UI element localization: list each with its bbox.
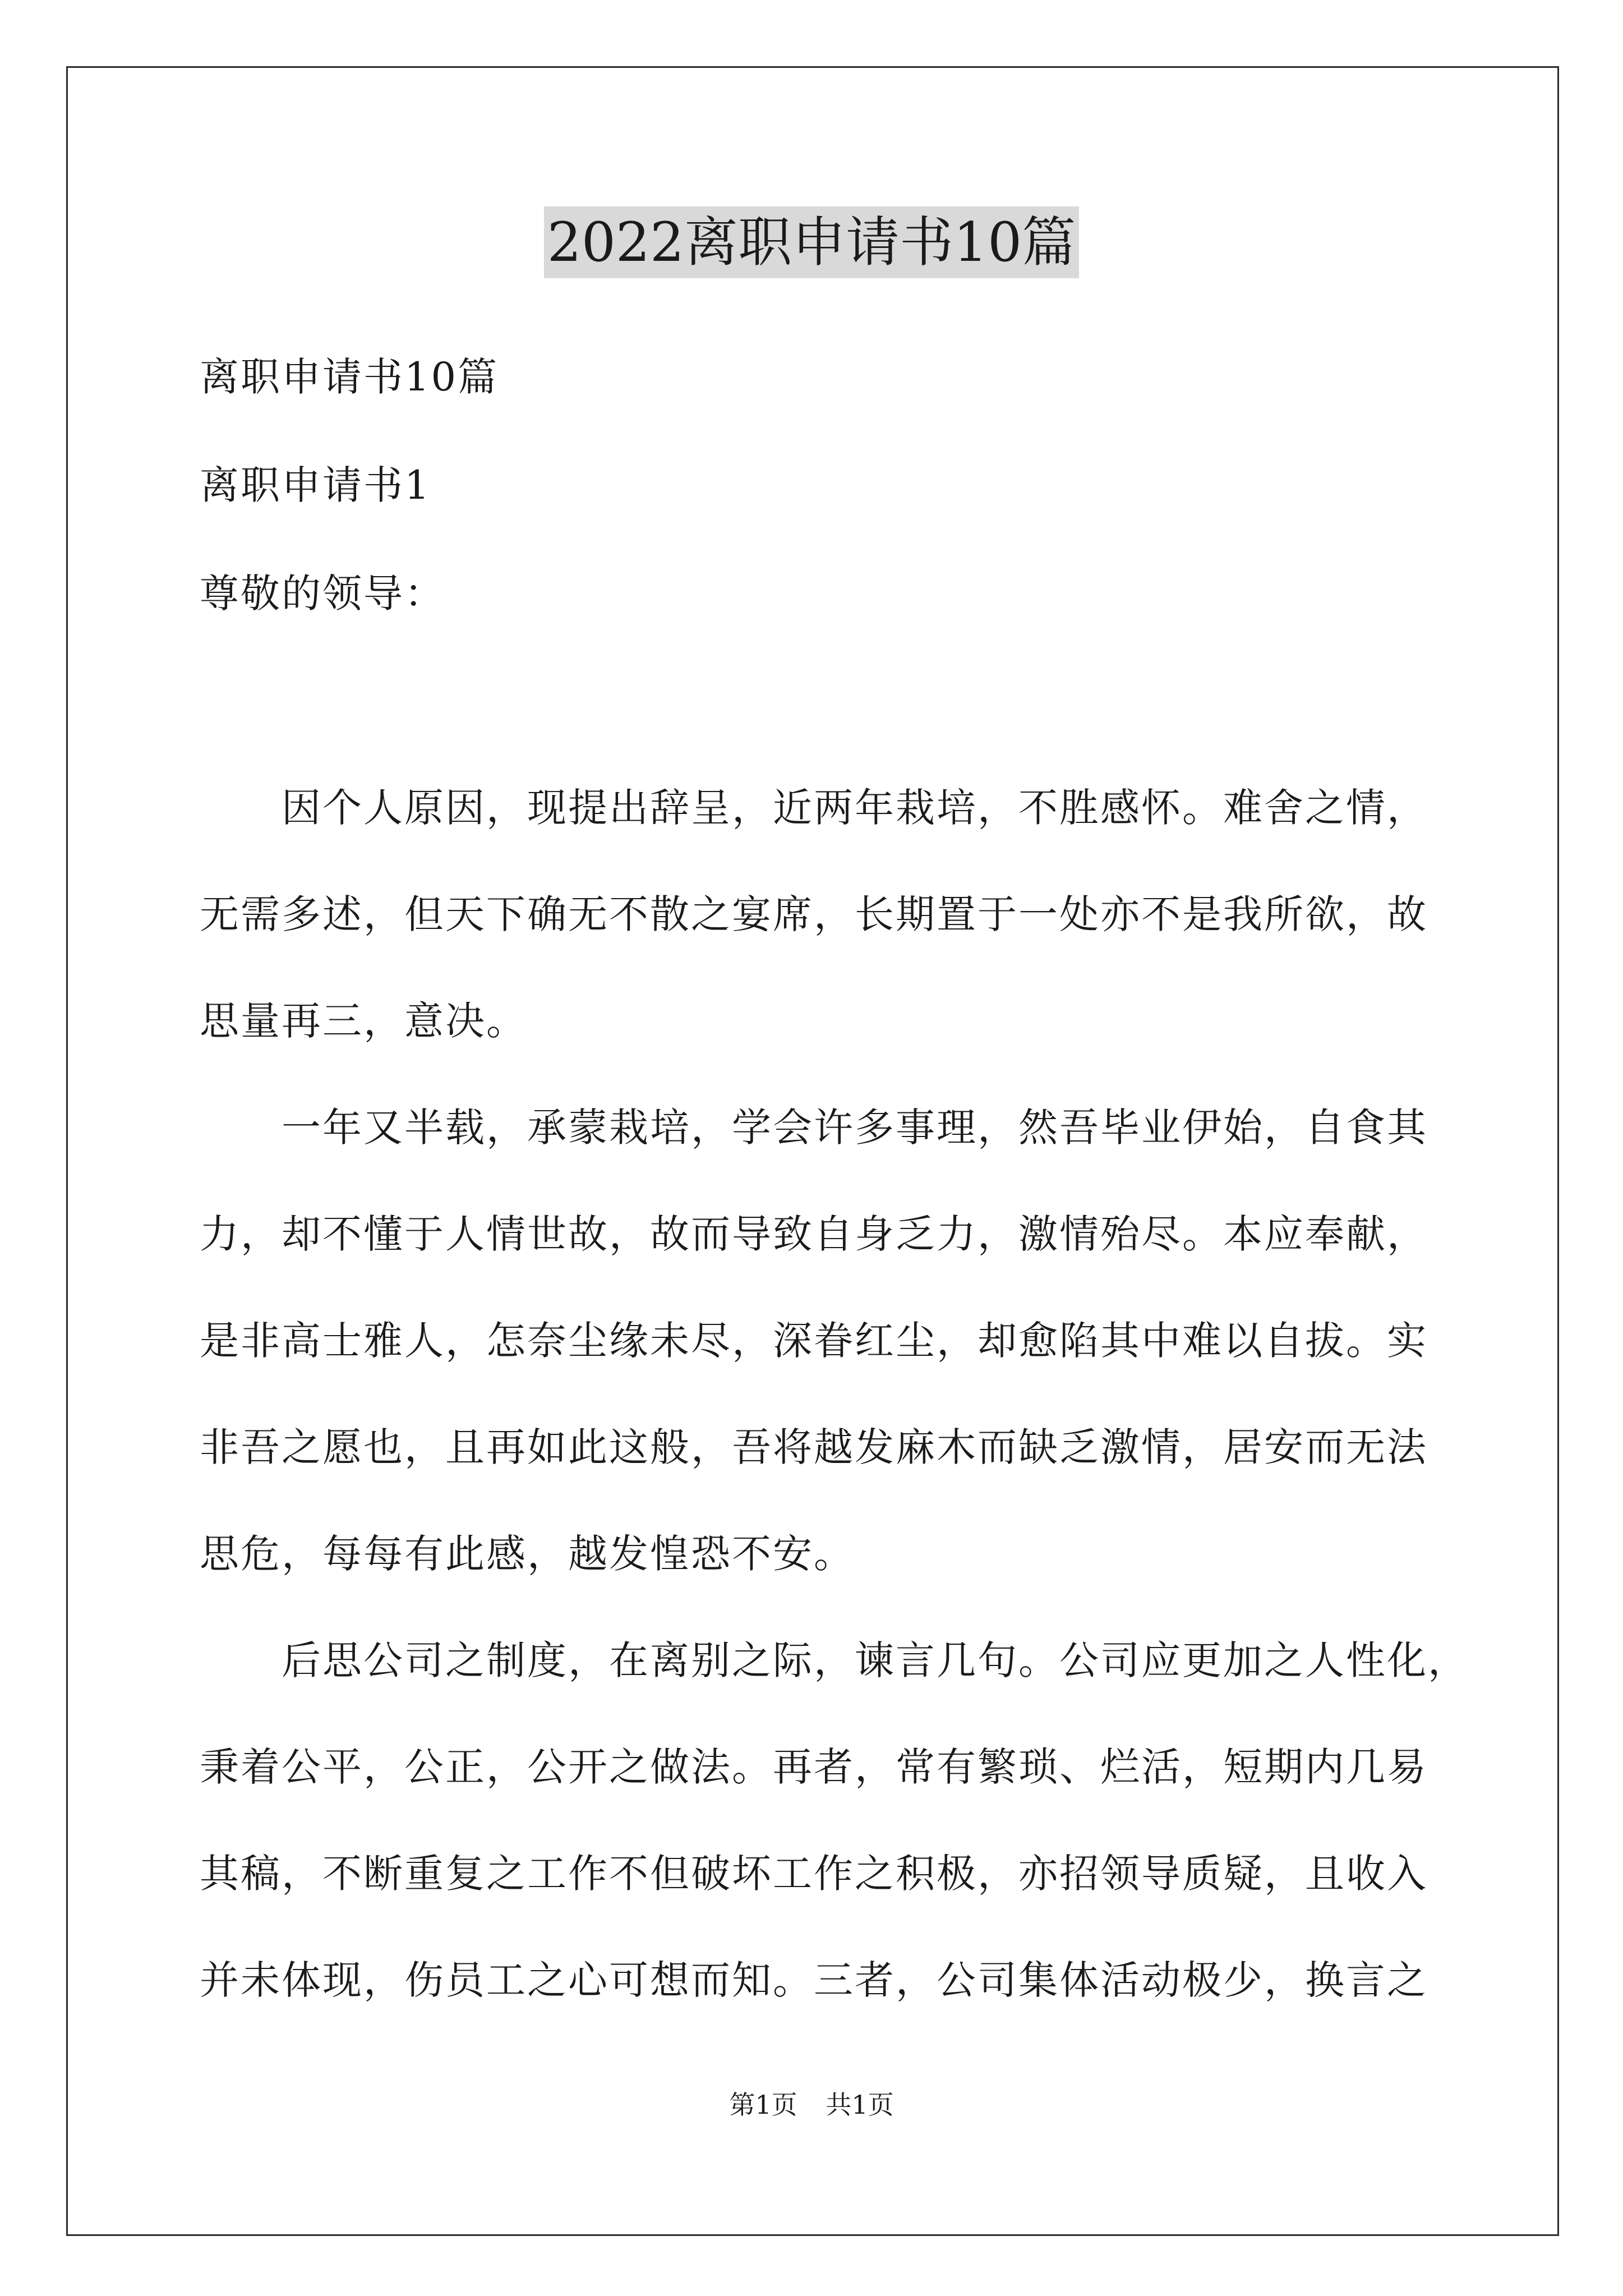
paragraph-3-line-3: 其稿，不断重复之工作不但破坏工作之积极，亦招领导质疑，且收入	[200, 1851, 1428, 1897]
salutation: 尊敬的领导：	[200, 570, 445, 616]
paragraph-2-line-3: 是非高士雅人，怎奈尘缘未尽，深眷红尘，却愈陷其中难以自拔。实	[200, 1318, 1428, 1364]
paragraph-1-line-2: 无需多述，但天下确无不散之宴席，长期置于一处亦不是我所欲，故	[200, 891, 1428, 937]
page-footer	[0, 2088, 1623, 2122]
paragraph-1-line-1: 因个人原因，现提出辞呈，近两年栽培，不胜感怀。难舍之情，	[282, 785, 1428, 831]
section-heading: 离职申请书1	[200, 462, 431, 508]
paragraph-1-line-3: 思量再三，意决。	[200, 998, 527, 1044]
paragraph-2-line-1: 一年又半载，承蒙栽培，学会许多事理，然吾毕业伊始，自食其	[282, 1105, 1428, 1151]
paragraph-3-line-4: 并未体现，伤员工之心可想而知。三者，公司集体活动极少，换言之	[200, 1957, 1428, 2003]
title-text: 2022离职申请书10篇	[544, 206, 1079, 278]
subheading: 离职申请书10篇	[200, 354, 499, 400]
paragraph-2-line-2: 力，却不懂于人情世故，故而导致自身乏力，激情殆尽。本应奉献，	[200, 1211, 1428, 1257]
paragraph-3-line-2: 秉着公平，公正，公开之做法。再者，常有繁琐、烂活，短期内几易	[200, 1744, 1428, 1790]
document-title	[0, 206, 1623, 278]
page-total: 共1页	[826, 2090, 894, 2120]
paragraph-2-line-5: 思危，每每有此感，越发惶恐不安。	[200, 1531, 855, 1577]
page-number: 第1页	[729, 2090, 797, 2120]
paragraph-3-line-1: 后思公司之制度，在离别之际，谏言几句。公司应更加之人性化，	[282, 1637, 1469, 1683]
paragraph-2-line-4: 非吾之愿也，且再如此这般，吾将越发麻木而缺乏激情，居安而无法	[200, 1424, 1428, 1470]
